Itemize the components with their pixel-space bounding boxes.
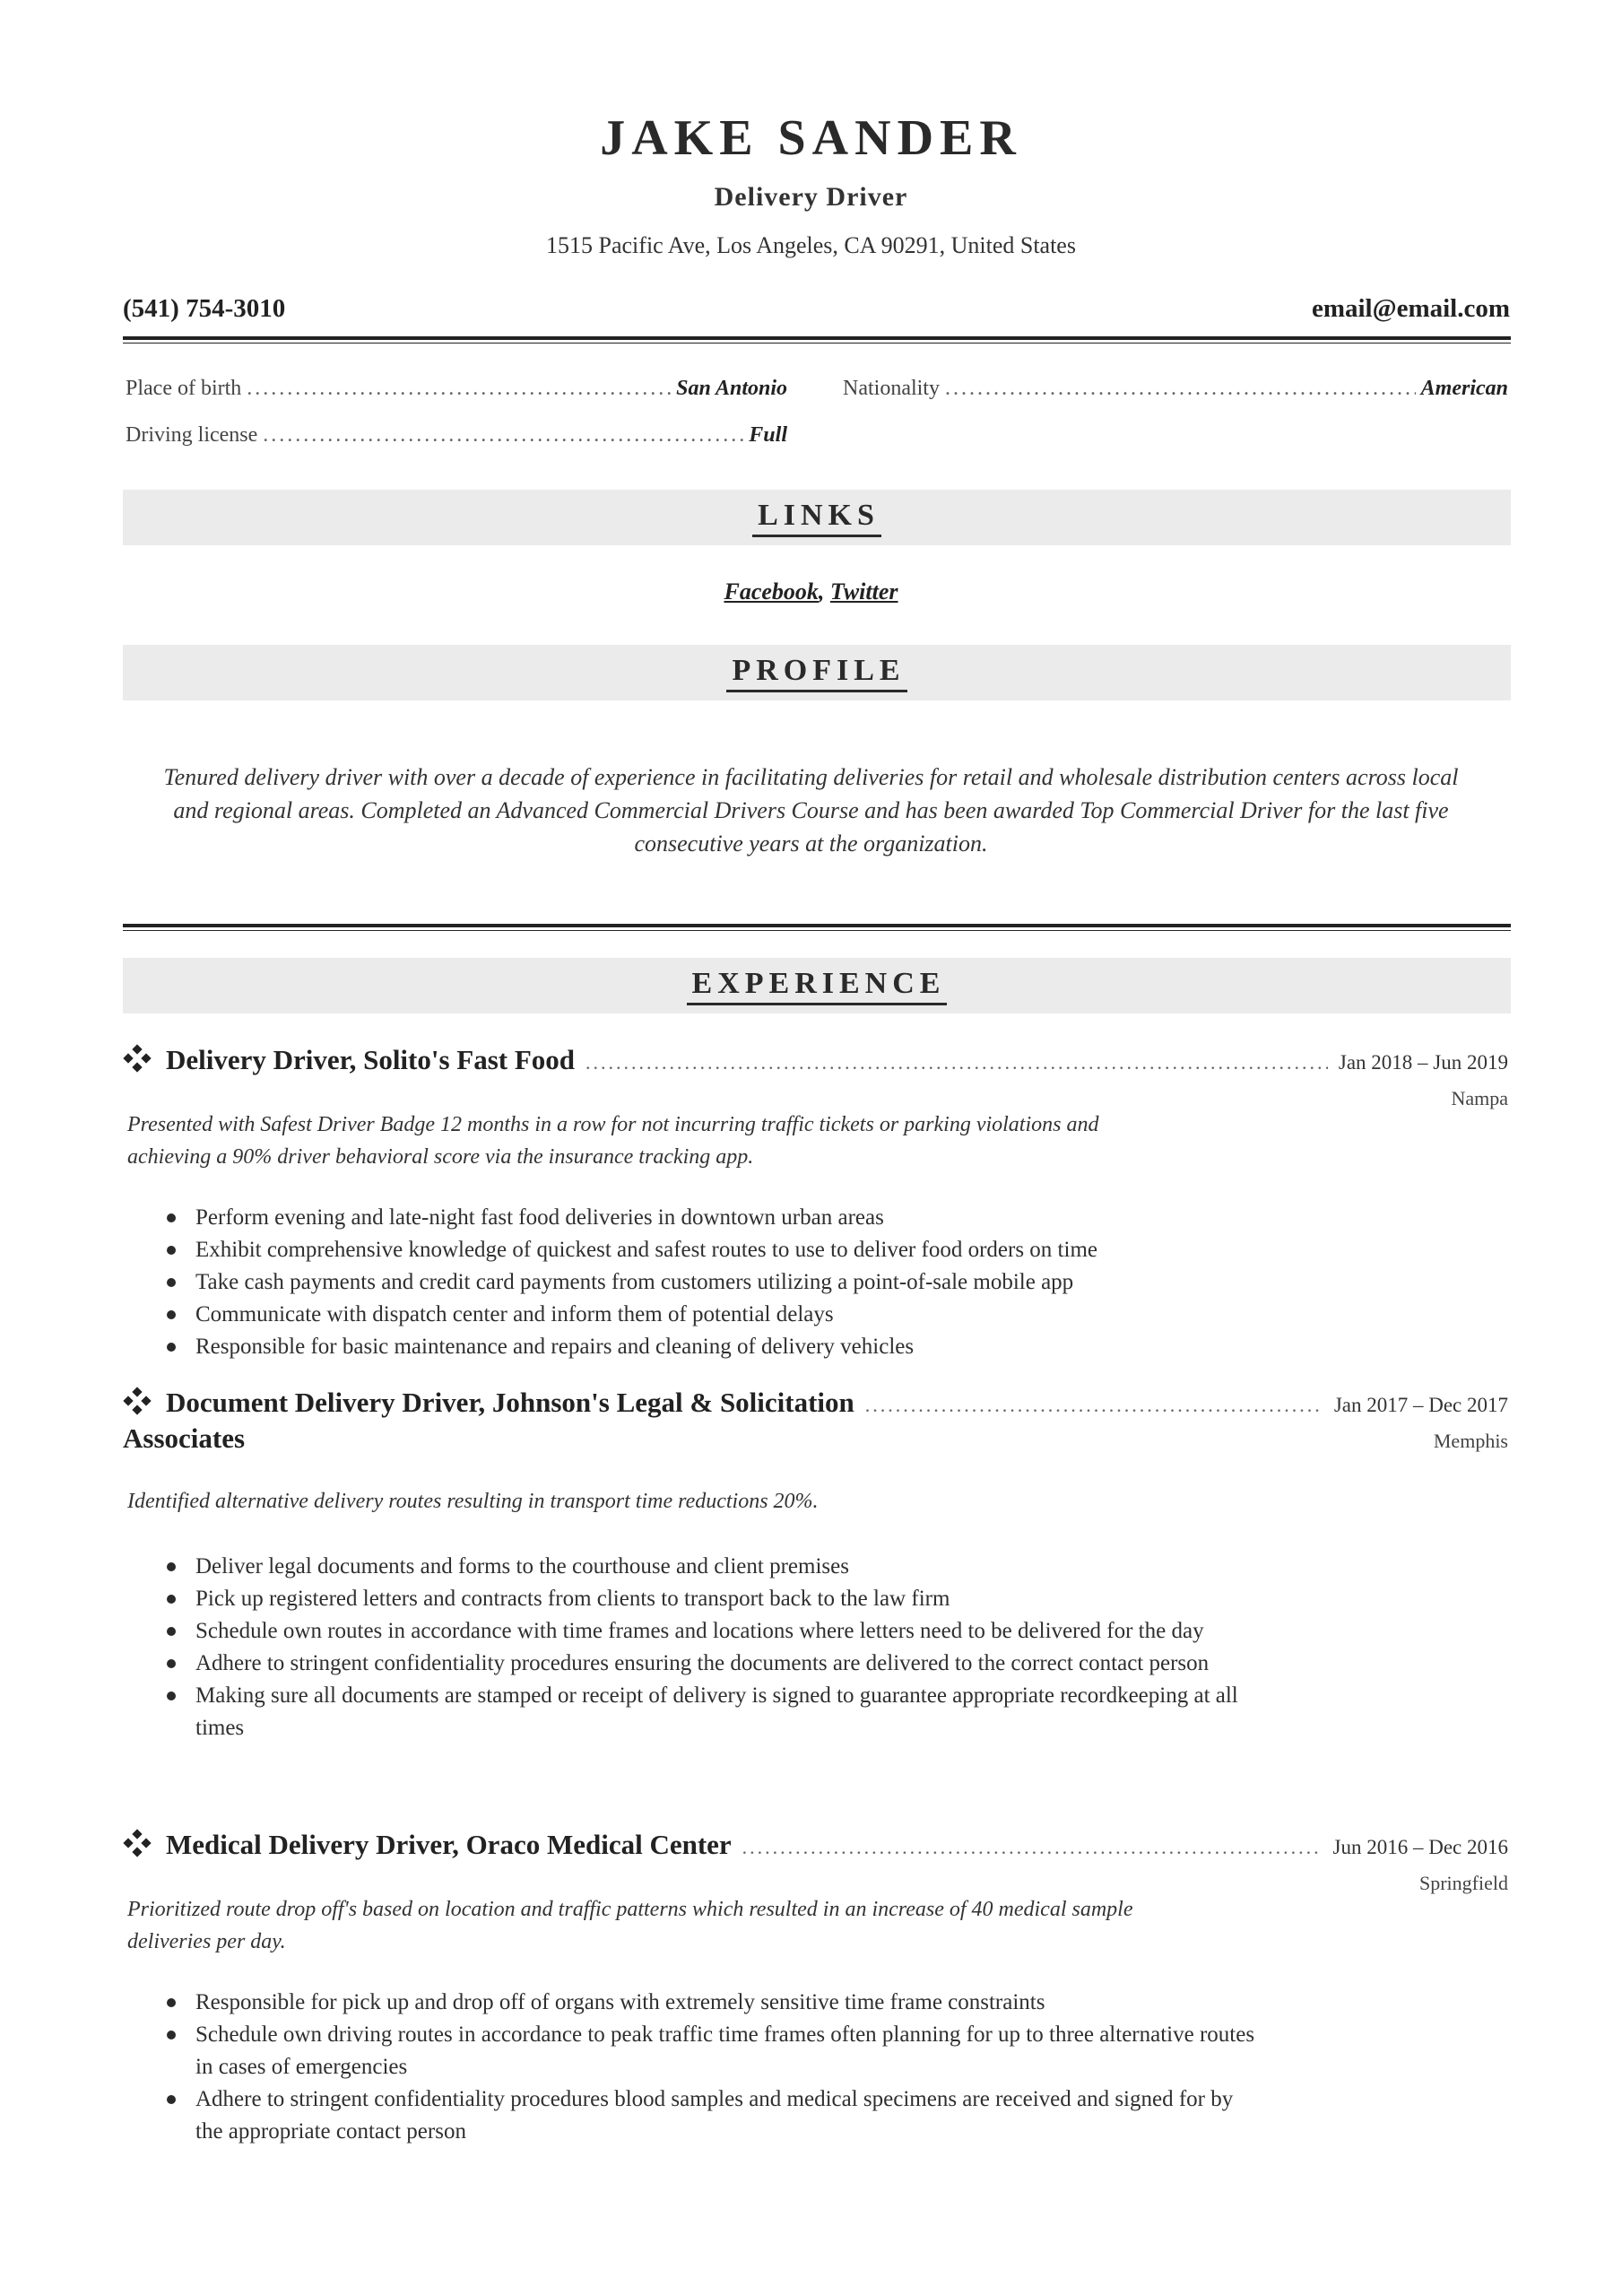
job-summary: Identified alternative delivery routes resulting in transport time reductions 20%. bbox=[127, 1490, 819, 1513]
job-bullets bbox=[152, 1551, 1255, 1744]
diamond-cluster-icon bbox=[123, 1044, 152, 1073]
section-header-experience bbox=[123, 958, 1511, 1013]
dot-leader bbox=[865, 1394, 1323, 1417]
dot-leader bbox=[945, 377, 1416, 401]
dot-leader bbox=[247, 377, 671, 401]
experience-entry bbox=[123, 1383, 1511, 1457]
links-list bbox=[0, 578, 1622, 605]
header-divider bbox=[123, 336, 1511, 344]
list-item: Adhere to stringent confidentiality procedures blood samples and medical specimens are received and signed for by the appropriate contact person bbox=[152, 2083, 1255, 2148]
job-title: Document Delivery Driver, Johnson's Legal & Solicitation bbox=[166, 1387, 854, 1418]
list-item: Responsible for pick up and drop off of organs with extremely sensitive time frame constraints bbox=[152, 1987, 1255, 2019]
detail-driving-license bbox=[126, 423, 787, 448]
job-bullets bbox=[152, 1202, 1255, 1363]
diamond-cluster-icon bbox=[123, 1387, 152, 1415]
experience-entry bbox=[123, 1825, 1511, 1894]
list-item: Perform evening and late-night fast food deliveries in downtown urban areas bbox=[152, 1202, 1255, 1234]
job-city: Springfield bbox=[1419, 1872, 1508, 1894]
job-city: Nampa bbox=[1451, 1087, 1508, 1109]
section-header-links bbox=[123, 490, 1511, 545]
candidate-name: JAKE SANDER bbox=[600, 110, 1022, 166]
list-item: Take cash payments and credit card payments from customers utilizing a point-of-sale mobile app bbox=[152, 1266, 1255, 1299]
section-divider bbox=[123, 924, 1511, 931]
job-dates: Jan 2017 – Dec 2017 bbox=[1333, 1394, 1508, 1416]
job-role: Delivery Driver bbox=[714, 182, 908, 212]
section-title: EXPERIENCE bbox=[687, 967, 948, 1005]
job-title: Delivery Driver, Solito's Fast Food bbox=[166, 1044, 576, 1075]
list-item: Pick up registered letters and contracts from clients to transport back to the law firm bbox=[152, 1583, 1255, 1615]
job-title-continued: Associates bbox=[123, 1422, 246, 1454]
detail-nationality bbox=[843, 377, 1508, 401]
phone-number: (541) 754-3010 bbox=[123, 294, 286, 323]
list-item: Adhere to stringent confidentiality procedures ensuring the documents are delivered to the correct contact person bbox=[152, 1648, 1255, 1680]
email-address: email@email.com bbox=[1311, 294, 1510, 323]
list-item: Responsible for basic maintenance and repairs and cleaning of delivery vehicles bbox=[152, 1331, 1255, 1363]
job-dates: Jan 2018 – Jun 2019 bbox=[1338, 1051, 1508, 1074]
list-item: Making sure all documents are stamped or receipt of delivery is signed to guarantee appropriate recordkeeping at all times bbox=[152, 1680, 1255, 1744]
link-separator: , bbox=[818, 578, 830, 604]
detail-label: Nationality bbox=[843, 377, 940, 400]
twitter-link[interactable]: Twitter bbox=[829, 578, 898, 604]
dot-leader bbox=[742, 1836, 1323, 1859]
dot-leader bbox=[585, 1051, 1328, 1074]
list-item: Schedule own routes in accordance with time frames and locations where letters need to be delivered for the day bbox=[152, 1615, 1255, 1648]
experience-entry bbox=[123, 1040, 1511, 1109]
detail-value: American bbox=[1420, 377, 1508, 400]
facebook-link[interactable]: Facebook bbox=[724, 578, 819, 604]
job-summary: Presented with Safest Driver Badge 12 months in a row for not incurring traffic tickets or parking violations and achieving a 90% driver behavioral score via the insurance tracking app. bbox=[127, 1113, 1099, 1169]
section-title: LINKS bbox=[752, 499, 881, 537]
detail-value: Full bbox=[749, 423, 787, 447]
section-title: PROFILE bbox=[726, 654, 906, 692]
detail-label: Driving license bbox=[126, 423, 258, 447]
section-header-profile bbox=[123, 645, 1511, 700]
address: 1515 Pacific Ave, Los Angeles, CA 90291, United States bbox=[546, 232, 1076, 258]
detail-value: San Antonio bbox=[676, 377, 787, 400]
job-dates: Jun 2016 – Dec 2016 bbox=[1332, 1836, 1508, 1858]
list-item: Deliver legal documents and forms to the courthouse and client premises bbox=[152, 1551, 1255, 1583]
job-bullets bbox=[152, 1987, 1255, 2148]
detail-label: Place of birth bbox=[126, 377, 242, 400]
job-city: Memphis bbox=[1433, 1430, 1508, 1452]
list-item: Communicate with dispatch center and inform them of potential delays bbox=[152, 1299, 1255, 1331]
job-summary: Prioritized route drop off's based on location and traffic patterns which resulted in an increase of 40 medical sample deliveries per day. bbox=[127, 1898, 1133, 1953]
list-item: Schedule own driving routes in accordance to peak traffic time frames often planning for up to three alternative routes in cases of emergencies bbox=[152, 2019, 1255, 2083]
job-title: Medical Delivery Driver, Oraco Medical Center bbox=[166, 1829, 732, 1860]
detail-place-of-birth bbox=[126, 377, 787, 401]
list-item: Exhibit comprehensive knowledge of quickest and safest routes to use to deliver food orders on time bbox=[152, 1234, 1255, 1266]
diamond-cluster-icon bbox=[123, 1829, 152, 1857]
dot-leader bbox=[263, 423, 743, 448]
profile-summary: Tenured delivery driver with over a decade of experience in facilitating deliveries for retail and wholesale distribution centers across local and regional areas. Completed an Advanced Commercial Drivers Course and has been awarded Top Commercial Driver for the last five consecutive years at the organization. bbox=[163, 764, 1459, 857]
